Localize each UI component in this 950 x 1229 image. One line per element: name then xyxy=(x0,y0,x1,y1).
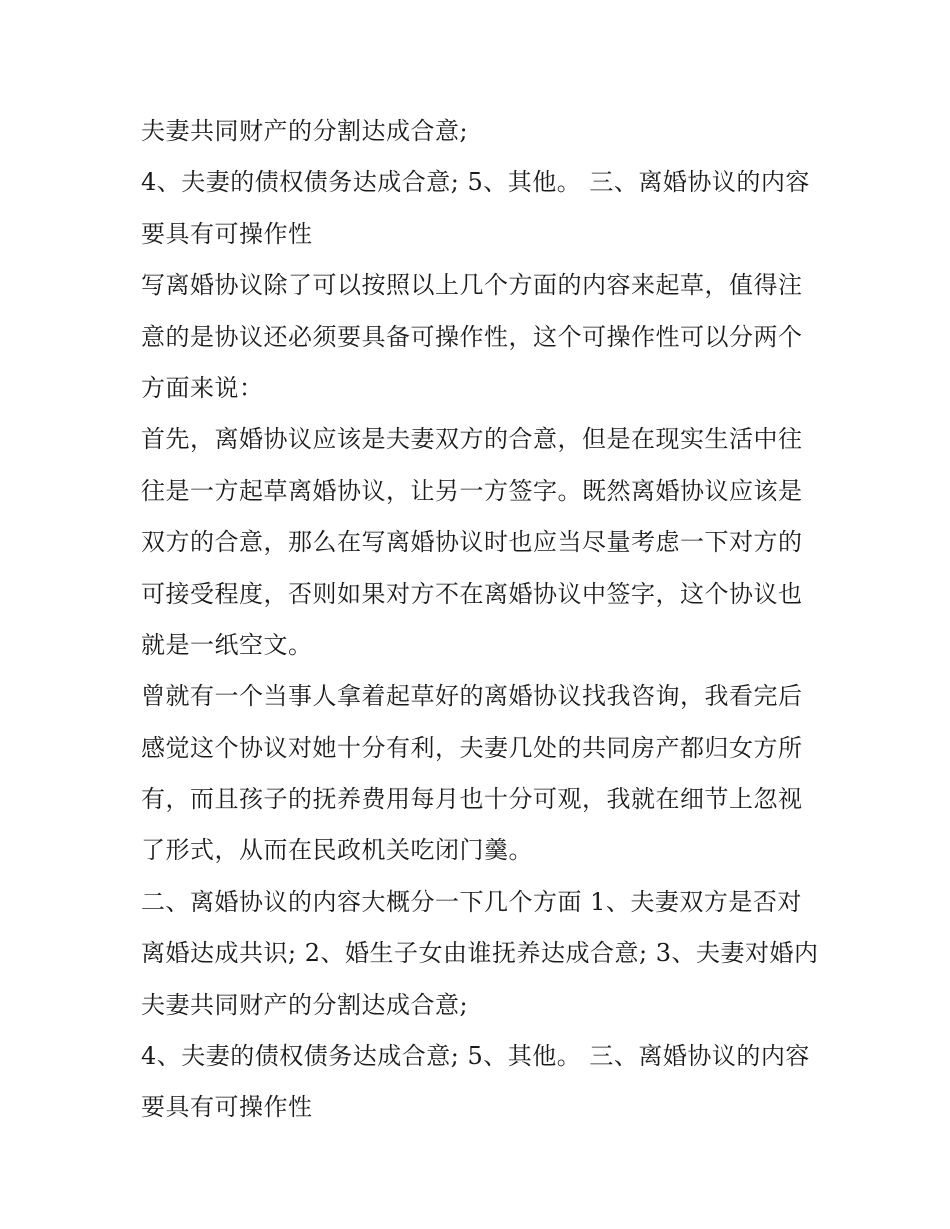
text-line: 方面来说： xyxy=(141,373,264,402)
text-line: 可接受程度，否则如果对方不在离婚协议中签字，这个协议也 xyxy=(141,579,803,608)
text-line: 写离婚协议除了可以按照以上几个方面的内容来起草，值得注 xyxy=(141,271,803,300)
text-line: 往是一方起草离婚协议，让另一方签字。既然离婚协议应该是 xyxy=(141,476,803,505)
text-line: 感觉这个协议对她十分有利，夫妻几处的共同房产都归女方所 xyxy=(141,733,803,762)
text-line: 曾就有一个当事人拿着起草好的离婚协议找我咨询，我看完后 xyxy=(141,682,803,711)
text-line: 要具有可操作性 xyxy=(141,1093,313,1122)
text-line: 离婚达成共识; 2、婚生子女由谁抚养达成合意; 3、夫妻对婚内 xyxy=(141,939,819,968)
text-line: 要具有可操作性 xyxy=(141,219,313,248)
paragraph xyxy=(141,157,816,260)
document-body xyxy=(141,106,819,1134)
text-line: 二、离婚协议的内容大概分一下几个方面 1、夫妻双方是否对 xyxy=(141,887,802,916)
text-line: 了形式，从而在民政机关吃闭门羹。 xyxy=(141,836,533,865)
text-line: 4、夫妻的债权债务达成合意; 5、其他。 三、离婚协议的内容 xyxy=(141,1042,810,1071)
paragraph xyxy=(141,877,819,1031)
paragraph xyxy=(141,671,816,877)
text-line: 夫妻共同财产的分割达成合意; xyxy=(141,117,469,145)
paragraph xyxy=(141,260,816,414)
text-line: 意的是协议还必须要具备可操作性，这个可操作性可以分两个 xyxy=(141,322,803,351)
text-line: 夫妻共同财产的分割达成合意; xyxy=(141,990,469,1019)
text-line: 有，而且孩子的抚养费用每月也十分可观，我就在细节上忽视 xyxy=(141,785,803,814)
text-line: 双方的合意，那么在写离婚协议时也应当尽量考虑一下对方的 xyxy=(141,528,803,557)
text-line: 4、夫妻的债权债务达成合意; 5、其他。 三、离婚协议的内容 xyxy=(141,168,810,197)
paragraph xyxy=(141,106,816,157)
paragraph xyxy=(141,1031,816,1134)
text-line: 就是一纸空文。 xyxy=(141,630,313,659)
text-line: 首先，离婚协议应该是夫妻双方的合意，但是在现实生活中往 xyxy=(141,425,803,454)
paragraph xyxy=(141,414,816,671)
